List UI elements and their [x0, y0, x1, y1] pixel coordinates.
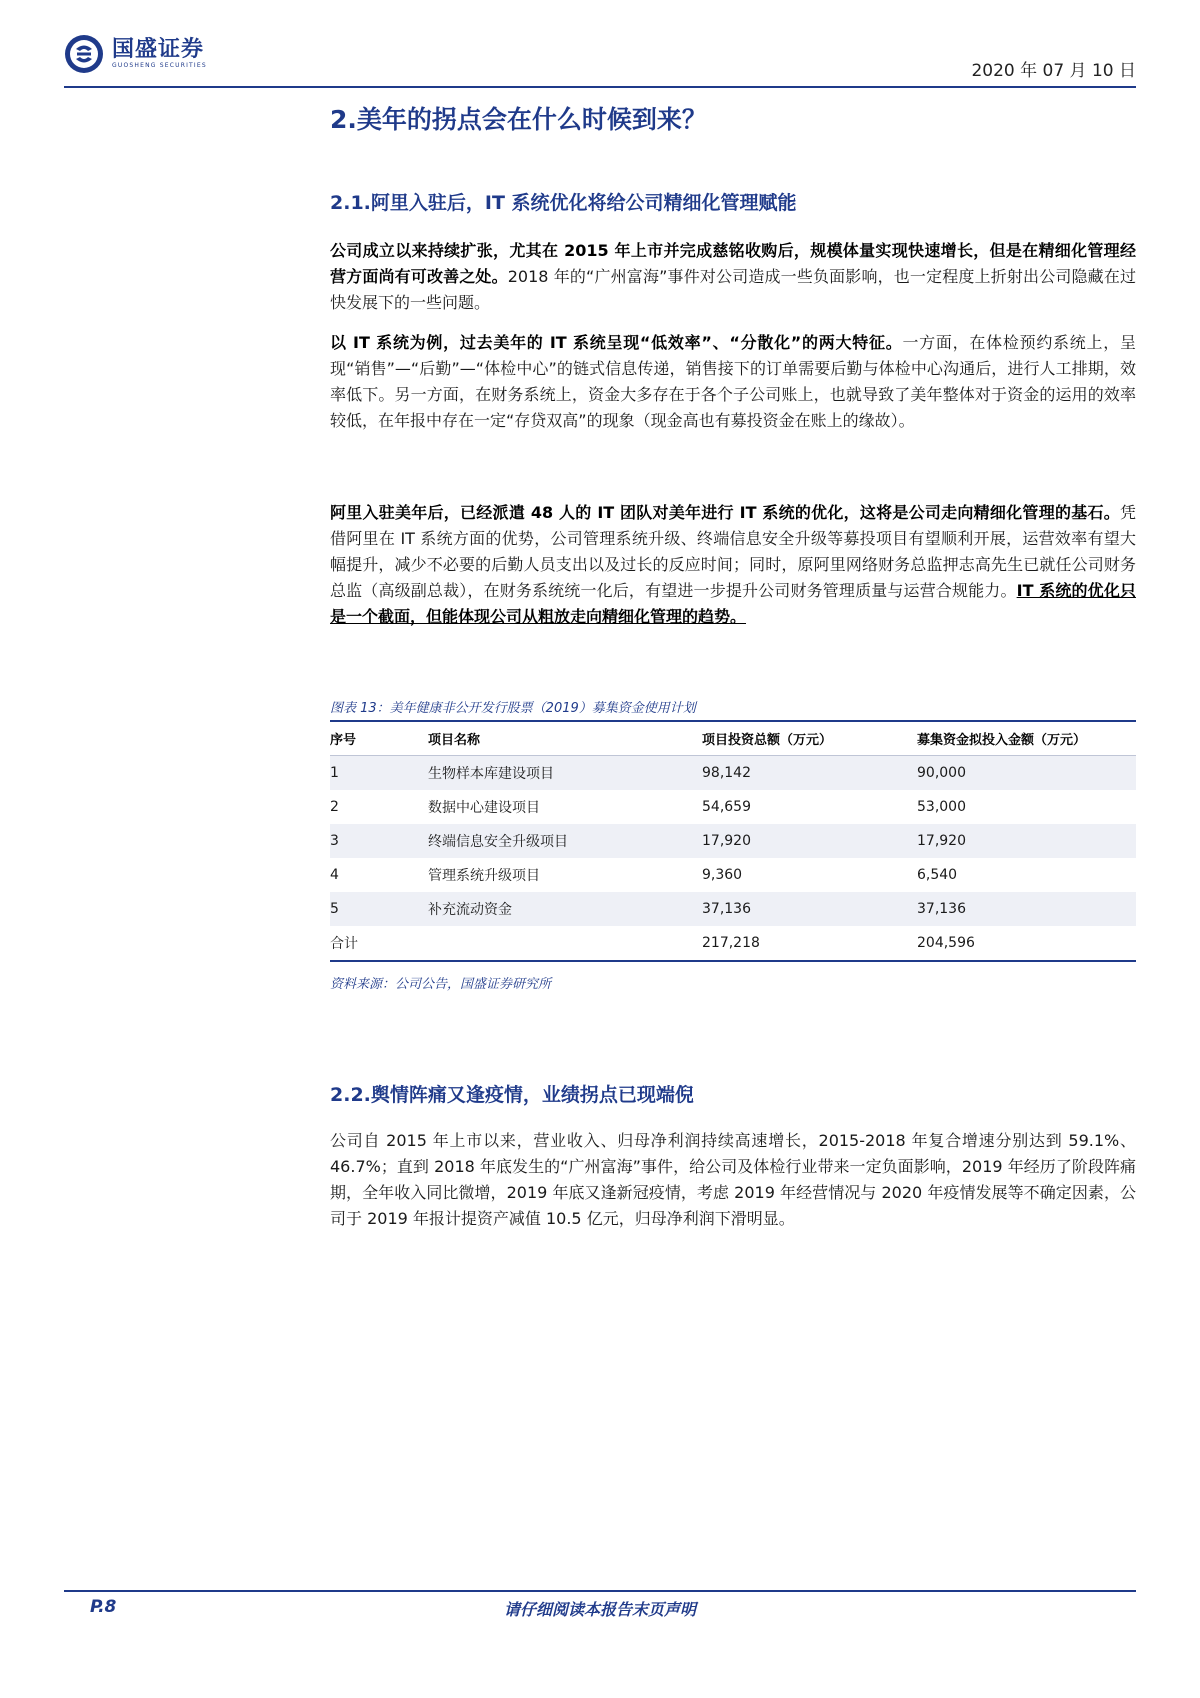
page-header: [64, 34, 1136, 88]
table-header-row: [330, 722, 1136, 756]
section-title: 2.美年的拐点会在什么时候到来？: [330, 105, 707, 134]
table-cell: 补充流动资金: [428, 892, 702, 926]
table-cell: 217,218: [702, 935, 760, 951]
table-cell: 37,136: [917, 892, 1136, 926]
paragraph-2-lead: 以 IT 系统为例，过去美年的 IT 系统呈现“低效率”、“分散化”的两大特征。: [330, 333, 903, 352]
footer-divider: [64, 1590, 1136, 1592]
table-cell: 4: [330, 867, 339, 883]
table-row: [330, 824, 1136, 858]
paragraph-3-body: 凭借阿里在 IT 系统方面的优势，公司管理系统升级、终端信息安全升级等募投项目有望顺利开展，运营效率有望大幅提升，减少不必要的后勤人员支出以及过长的反应时间；同时，原阿里网络财务总监押志高先生已就任公司财务总监（高级副总裁），在财务系统统一化后，有望进一步提升公司财务管理质量与运营合规能力。: [330, 503, 1136, 600]
paragraph-3-lead: 阿里入驻美年后，已经派遣 48 人的 IT 团队对美年进行 IT 系统的优化，这将是公司走向精细化管理的基石。: [330, 503, 1120, 522]
table-cell: 54,659: [702, 799, 751, 815]
table-row: [330, 756, 1136, 791]
table-cell: 3: [330, 824, 428, 858]
company-logo: [64, 34, 207, 74]
subsection-title-2-1: 2.1.阿里入驻后，IT 系统优化将给公司精细化管理赋能: [330, 192, 797, 214]
paragraph-1: [330, 238, 1136, 316]
disclaimer-note: 请仔细阅读本报告末页声明: [503, 1600, 696, 1619]
table-row: [330, 790, 1136, 824]
paragraph-4: 公司自 2015 年上市以来，营业收入、归母净利润持续高速增长，2015-2018 年复合增速分别达到 59.1%、46.7%；直到 2018 年底发生的“广州富海”事件，给公司及体检行业带来一定负面影响，2019 年经历了阶段阵痛期，全年收入同比微增，2019 年底又逢新冠疫情，考虑 2019 年经营情况与 2020 年疫情发展等不确定因素，公司于 2019 年报计提资产减值 10.5 亿元，归母净利润下滑明显。: [330, 1131, 1136, 1228]
table-cell: 17,920: [702, 824, 917, 858]
paragraph-2: [330, 330, 1136, 434]
table-cell: 数据中心建设项目: [428, 800, 540, 816]
table-cell: 90,000: [917, 756, 1136, 791]
paragraph-1-body: 2018 年的“广州富海”事件对公司造成一些负面影响，也一定程度上折射出公司隐藏在过快发展下的一些问题。: [330, 267, 1136, 312]
table-cell: 6,540: [917, 867, 958, 883]
table-cell: 生物样本库建设项目: [428, 756, 702, 791]
paragraph-2-body: 一方面，在体检预约系统上，呈现“销售”—“后勤”—“体检中心”的链式信息传递，销售接下的订单需要后勤与体检中心沟通后，进行人工排期，效率低下。另一方面，在财务系统上，资金大多存在于各个子公司账上，也就导致了美年整体对于资金的运用的效率较低，在年报中存在一定“存贷双高”的现象（现金高也有募投资金在账上的缘故）。: [330, 333, 1136, 430]
table-header-cell: 序号: [330, 733, 357, 748]
report-date: 2020 年 07 月 10 日: [971, 61, 1136, 81]
figure-caption: 图表 13：美年健康非公开发行股票（2019）募集资金使用计划: [330, 701, 696, 716]
logo-english-name: GUOSHENG SECURITIES: [112, 62, 207, 69]
table-cell: 53,000: [917, 799, 966, 815]
table-cell: 5: [330, 892, 428, 926]
logo-chinese-name: 国盛证券: [112, 37, 205, 62]
table-cell: 9,360: [702, 867, 743, 883]
table-row: [330, 858, 1136, 892]
page-number: P.8: [90, 1597, 117, 1617]
table-cell: 2: [330, 799, 339, 815]
table-cell: 17,920: [917, 824, 1136, 858]
figure-source: 资料来源：公司公告，国盛证券研究所: [330, 977, 552, 992]
table-row: [330, 892, 1136, 926]
paragraph-1-lead: 公司成立以来持续扩张，尤其在 2015 年上市并完成慈铭收购后，规模体量实现快速增长，但是在精细化管理经营方面尚有可改善之处。: [330, 241, 1136, 286]
table-header-cell: 项目名称: [428, 733, 481, 748]
table-cell: 合计: [330, 936, 358, 952]
guosheng-logo-icon: [64, 34, 104, 74]
table-cell: 98,142: [702, 756, 917, 791]
table-header-cell: 项目投资总额（万元）: [702, 733, 833, 748]
subsection-title-2-2: 2.2.舆情阵痛又逢疫情，业绩拐点已现端倪: [330, 1084, 694, 1106]
table-header-cell: 募集资金拟投入金额（万元）: [917, 733, 1087, 748]
table-cell: 1: [330, 756, 428, 791]
table-cell: 37,136: [702, 892, 917, 926]
table-cell: 终端信息安全升级项目: [428, 824, 702, 858]
table-cell: 204,596: [917, 935, 975, 951]
fundraising-table: [330, 722, 1136, 962]
table-cell: 管理系统升级项目: [428, 868, 540, 884]
paragraph-3: [330, 500, 1136, 630]
paragraph-3-underlined-conclusion: IT 系统的优化只是一个截面，但能体现公司从粗放走向精细化管理的趋势。: [330, 581, 1136, 626]
table-total-row: [330, 926, 1136, 961]
table-cell: [428, 926, 702, 961]
header-divider: [64, 86, 1136, 88]
